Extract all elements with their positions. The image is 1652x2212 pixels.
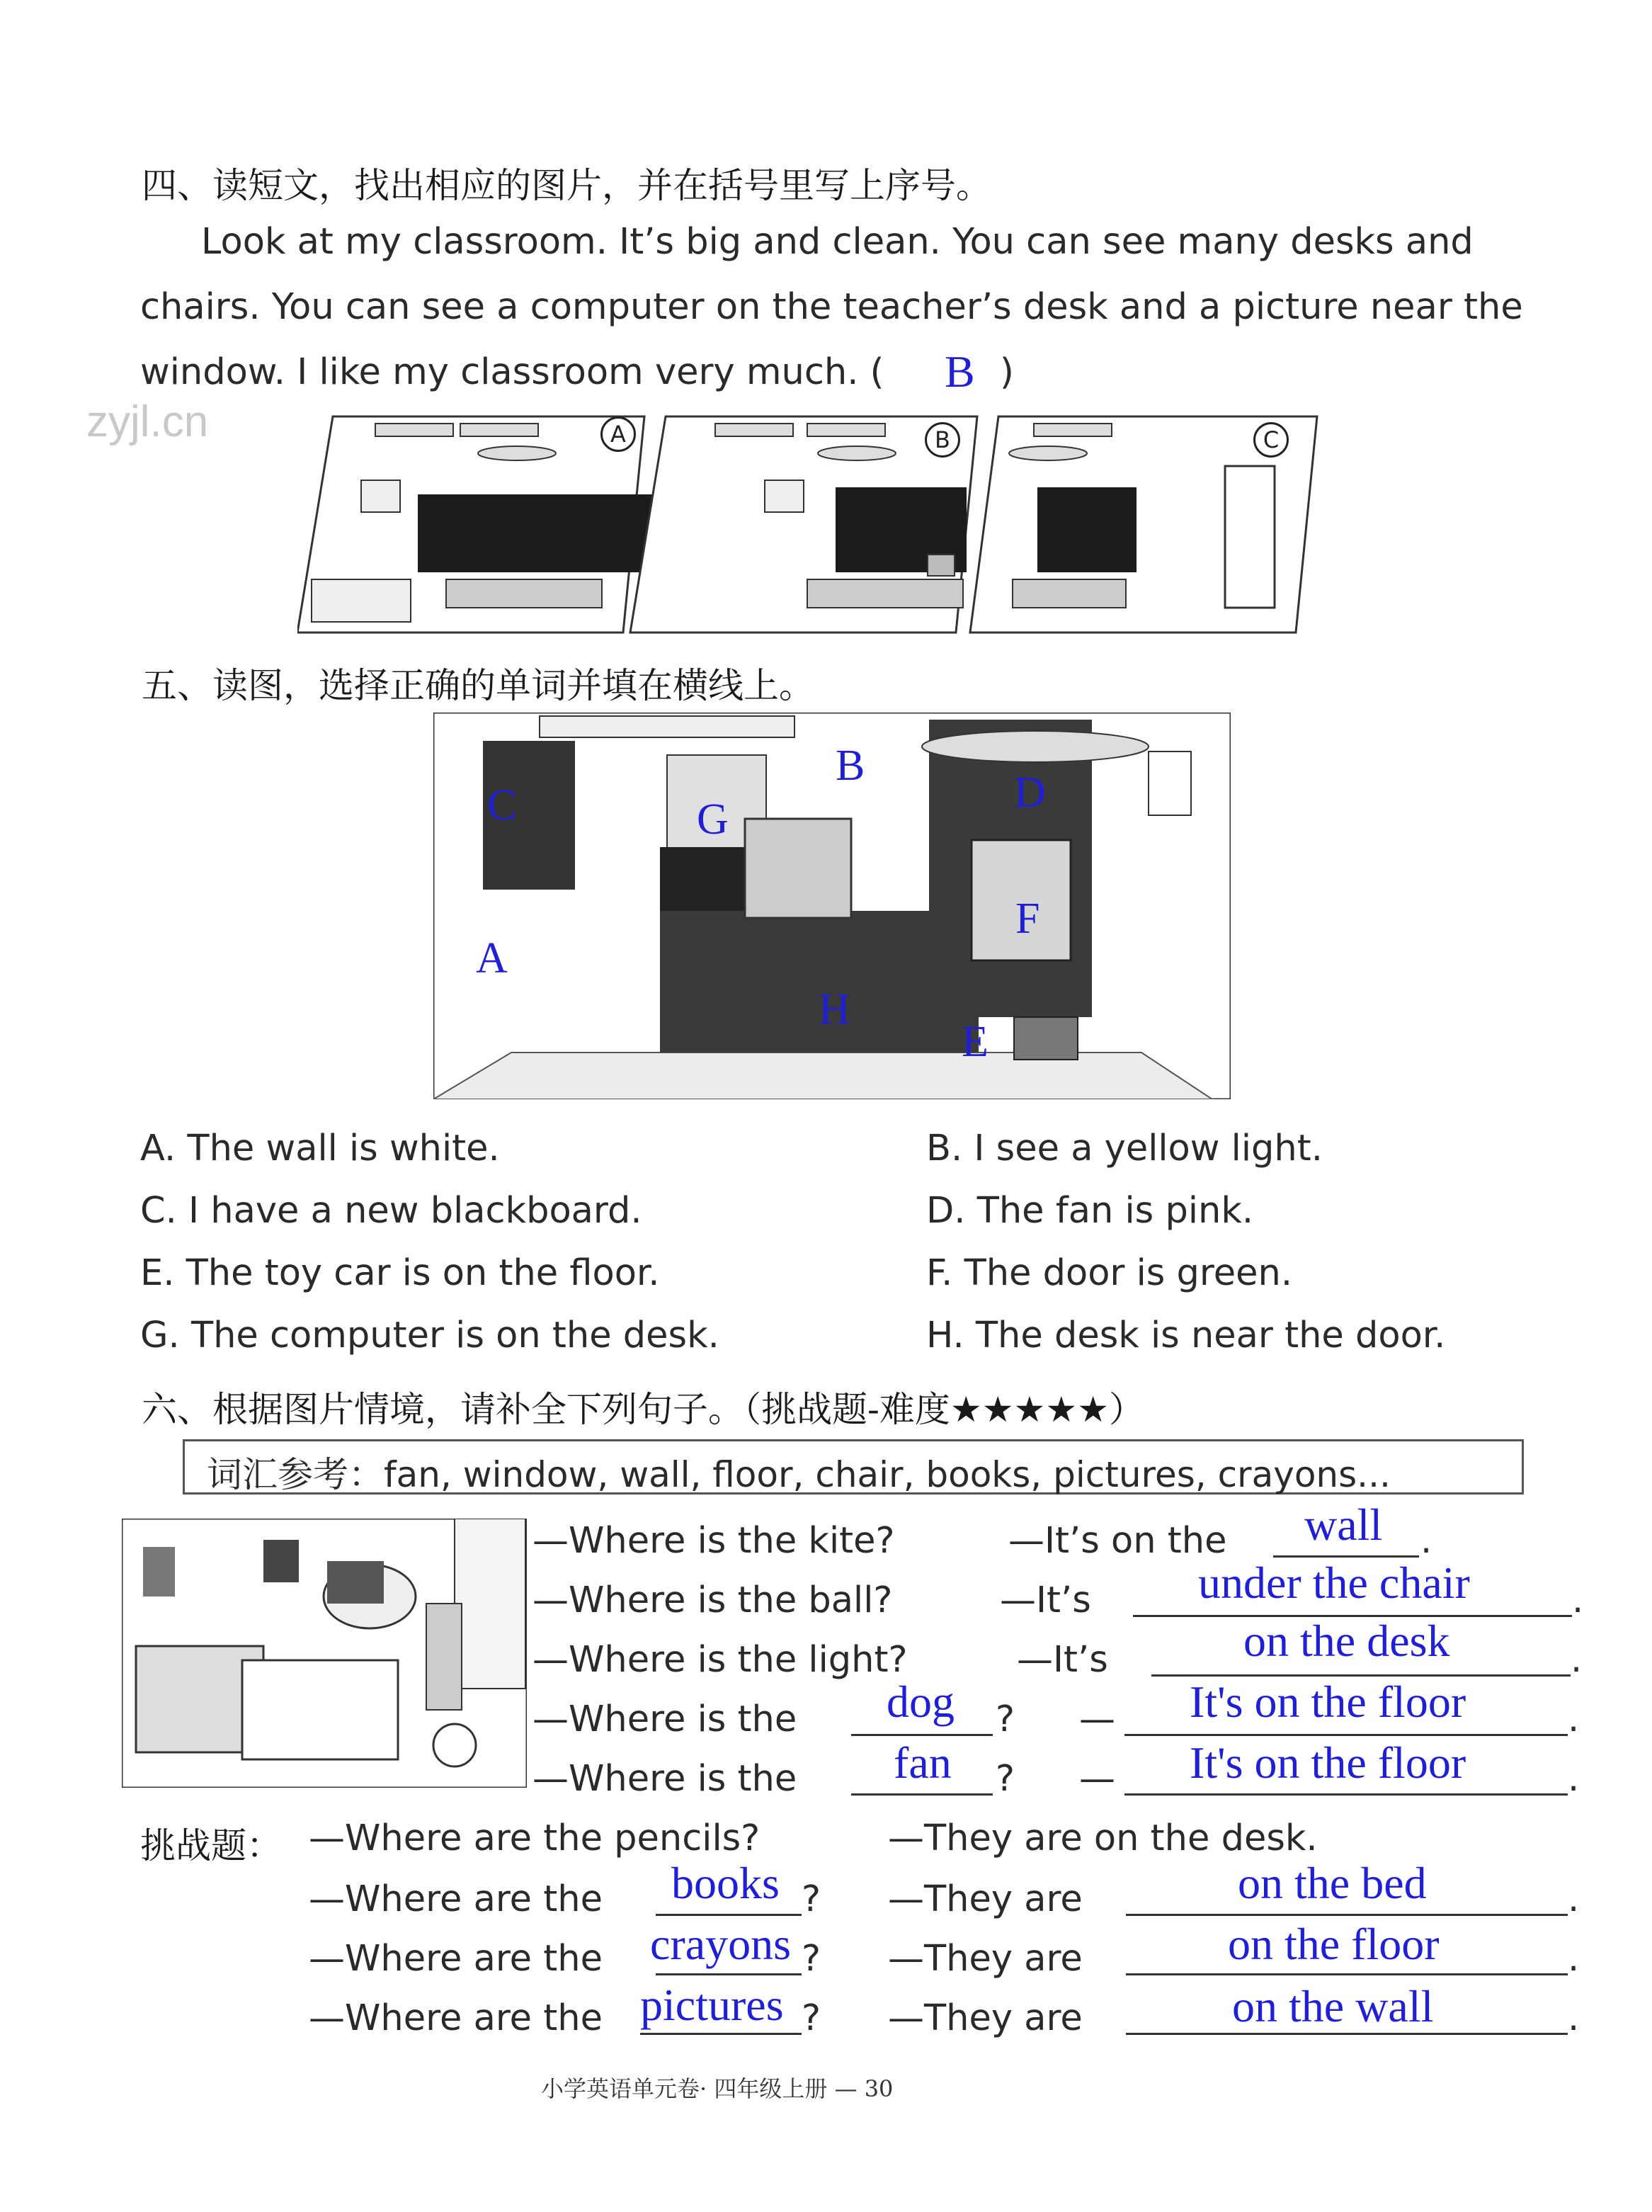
challenge-answer-4-end: . xyxy=(1568,1997,1580,2039)
question-5-end: ? xyxy=(996,1758,1015,1800)
room-label-h: H xyxy=(819,985,850,1033)
question-5-fill: fan xyxy=(894,1737,952,1788)
picture-label-a: A xyxy=(600,416,636,452)
challenge-answer-1: —They are on the desk. xyxy=(888,1817,1318,1859)
section4-classroom-pictures xyxy=(297,409,1324,636)
section6-title-text: 六、根据图片情境，请补全下列句子。（挑战题-难度 xyxy=(142,1389,950,1430)
question-4-end: ? xyxy=(996,1698,1015,1740)
room-label-c: C xyxy=(487,781,517,829)
answer-1-fill: wall xyxy=(1304,1499,1383,1550)
challenge-answer-4-lead: —They are xyxy=(888,1997,1083,2039)
answer-4-end: . xyxy=(1568,1698,1580,1740)
option-a: A. The wall is white. xyxy=(140,1128,500,1169)
challenge-answer-2-fill: on the bed xyxy=(1238,1858,1427,1908)
section6-bedroom-picture xyxy=(122,1519,527,1788)
challenge-question-3-fill: crayons xyxy=(650,1919,792,1969)
passage-line-2: chairs. You can see a computer on the teacher’s desk and a picture near the xyxy=(140,286,1523,328)
room-label-e: E xyxy=(962,1018,989,1066)
picture-label-c: C xyxy=(1253,422,1289,458)
answer-4-fill: It's on the floor xyxy=(1190,1677,1466,1727)
challenge-label: 挑战题： xyxy=(140,1825,282,1866)
answer-5-line[interactable] xyxy=(1124,1793,1568,1796)
challenge-answer-3-end: . xyxy=(1568,1938,1580,1980)
answer-5-end: . xyxy=(1568,1758,1580,1800)
answer-3-lead: —It’s xyxy=(1017,1639,1108,1681)
section5-title: 五、读图，选择正确的单词并填在横线上。 xyxy=(142,665,814,706)
answer-3-fill: on the desk xyxy=(1243,1616,1450,1666)
question-5-line[interactable] xyxy=(851,1793,993,1796)
challenge-answer-2-line[interactable] xyxy=(1126,1914,1568,1916)
room-label-d: D xyxy=(1014,768,1046,817)
question-5: —Where is the xyxy=(532,1758,797,1800)
answer-2-fill: under the chair xyxy=(1198,1558,1470,1608)
passage-line-3: window. I like my classroom very much. ( xyxy=(140,351,884,393)
challenge-answer-2-lead: —They are xyxy=(888,1878,1083,1920)
difficulty-stars: ★★★★★ xyxy=(950,1389,1110,1430)
answer-4-lead: — xyxy=(1079,1698,1115,1740)
section4-title: 四、读短文，找出相应的图片，并在括号里写上序号。 xyxy=(142,165,991,206)
question-2: —Where is the ball? xyxy=(532,1579,893,1621)
challenge-question-2-line[interactable] xyxy=(656,1914,802,1916)
question-3: —Where is the light? xyxy=(532,1639,908,1681)
section4-answer: B xyxy=(945,346,975,397)
option-b: B. I see a yellow light. xyxy=(926,1128,1323,1169)
answer-1-end: . xyxy=(1420,1520,1432,1562)
answer-5-fill: It's on the floor xyxy=(1190,1737,1466,1788)
challenge-answer-3-lead: —They are xyxy=(888,1938,1083,1980)
room-label-a: A xyxy=(476,934,508,982)
option-e: E. The toy car is on the floor. xyxy=(140,1252,660,1294)
challenge-question-3-line[interactable] xyxy=(656,1973,802,1975)
question-1: —Where is the kite? xyxy=(532,1520,895,1562)
answer-2-end: . xyxy=(1572,1579,1584,1621)
section6-title-end: ） xyxy=(1109,1389,1145,1430)
challenge-question-4: —Where are the xyxy=(309,1997,603,2039)
challenge-question-2-fill: books xyxy=(671,1858,780,1908)
room-label-g: G xyxy=(697,795,729,844)
challenge-answer-3-fill: on the floor xyxy=(1228,1919,1440,1969)
question-4-fill: dog xyxy=(887,1677,955,1727)
answer-5-lead: — xyxy=(1079,1758,1115,1800)
watermark: zyjl.cn xyxy=(86,397,209,446)
challenge-question-4-fill: pictures xyxy=(640,1980,784,2030)
option-c: C. I have a new blackboard. xyxy=(140,1190,642,1232)
question-4: —Where is the xyxy=(532,1698,797,1740)
room-label-f: F xyxy=(1015,895,1040,943)
page-footer: 小学英语单元卷· 四年级上册 — 30 xyxy=(541,2075,894,2102)
classroom-picture-b xyxy=(630,416,977,633)
challenge-question-2: —Where are the xyxy=(309,1878,603,1920)
challenge-answer-2-end: . xyxy=(1568,1878,1580,1920)
passage-line-1: Look at my classroom. It’s big and clean. You can see many desks and xyxy=(201,221,1474,263)
answer-2-lead: —It’s xyxy=(1000,1579,1091,1621)
option-d: D. The fan is pink. xyxy=(926,1190,1254,1232)
answer-3-end: . xyxy=(1571,1639,1583,1681)
vocabulary-text: 词汇参考：fan, window, wall, floor, chair, books, pictures, crayons... xyxy=(207,1454,1391,1495)
challenge-question-4-line[interactable] xyxy=(640,2033,802,2035)
room-label-b: B xyxy=(836,742,865,790)
challenge-question-3-end: ? xyxy=(802,1938,821,1980)
picture-label-b: B xyxy=(925,422,960,458)
challenge-question-1: —Where are the pencils? xyxy=(309,1817,761,1859)
answer-4-line[interactable] xyxy=(1124,1734,1568,1736)
option-g: G. The computer is on the desk. xyxy=(140,1315,719,1356)
challenge-question-4-end: ? xyxy=(802,1997,821,2039)
challenge-answer-4-fill: on the wall xyxy=(1232,1981,1434,2031)
challenge-question-3: —Where are the xyxy=(309,1938,603,1980)
option-h: H. The desk is near the door. xyxy=(926,1315,1446,1356)
section5-room-picture xyxy=(433,713,1231,1099)
section6-title xyxy=(142,1381,1144,1432)
challenge-answer-4-line[interactable] xyxy=(1126,2033,1568,2035)
option-f: F. The door is green. xyxy=(926,1252,1293,1294)
passage-close-paren: ) xyxy=(1000,351,1014,393)
answer-1-lead: —It’s on the xyxy=(1008,1520,1227,1562)
challenge-answer-3-line[interactable] xyxy=(1126,1973,1568,1975)
challenge-question-2-end: ? xyxy=(802,1878,821,1920)
question-4-line[interactable] xyxy=(851,1734,993,1736)
